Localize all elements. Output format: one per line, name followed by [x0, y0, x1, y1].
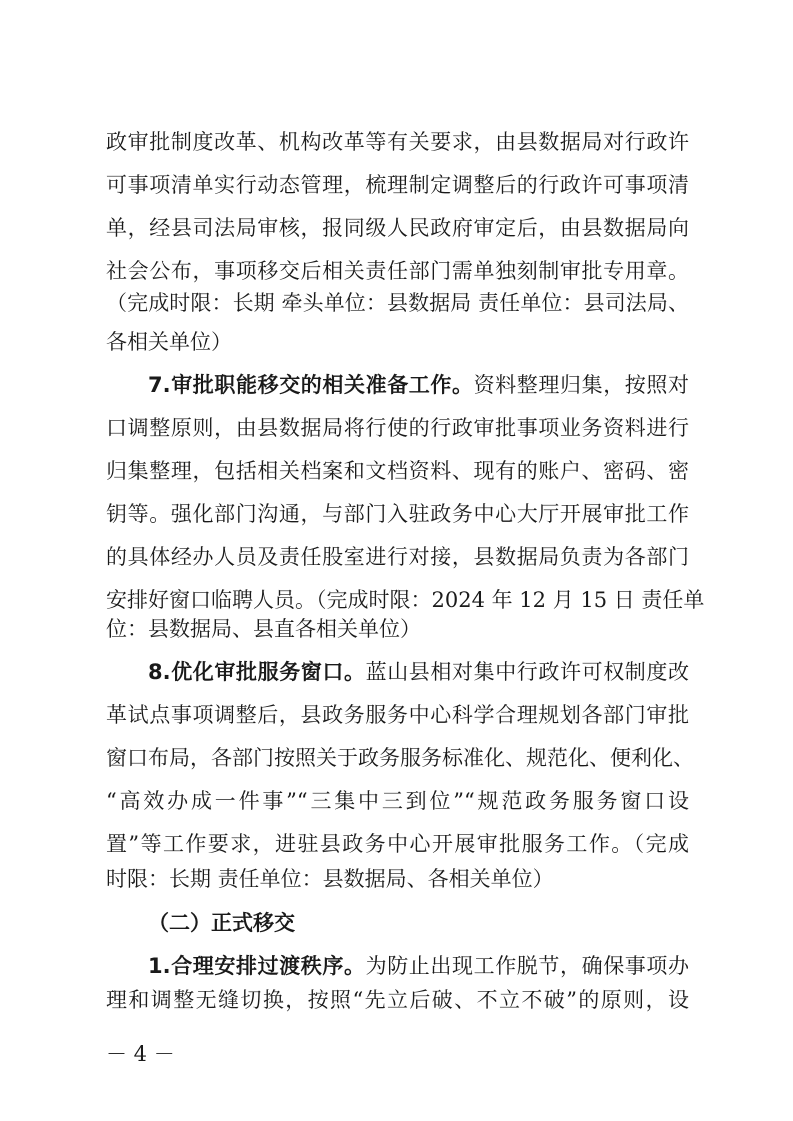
item-7-heading: 7.审批职能移交的相关准备工作。 — [148, 373, 474, 397]
body-line: 安排好窗口临聘人员。（完成时限：2024 年 12 月 15 日 责任单 — [106, 588, 705, 612]
item-7-first-line — [148, 365, 689, 405]
body-line: 政审批制度改革、机构改革等有关要求，由县数据局对行政许 — [106, 130, 689, 154]
body-line: 各相关单位） — [106, 330, 232, 354]
body-line: 理和调整无缝切换，按照“先立后破、不立不破”的原则，设 — [106, 988, 689, 1012]
body-line: 置”等工作要求，进驻县政务中心开展审批服务工作。（完成 — [106, 832, 689, 856]
item-8-first-line-text: 蓝山县相对集中行政许可权制度改 — [365, 660, 689, 684]
body-line: 钥等。强化部门沟通，与部门入驻政务中心大厅开展审批工作 — [106, 502, 689, 526]
item-1-heading: 1.合理安排过渡秩序。 — [148, 954, 366, 978]
item-8-first-line — [148, 652, 689, 692]
body-line: 窗口布局，各部门按照关于政务服务标准化、规范化、便利化、 — [106, 746, 694, 770]
body-line: 口调整原则，由县数据局将行使的行政审批事项业务资料进行 — [106, 416, 689, 440]
body-line: 时限：长期 责任单位：县数据局、各相关单位） — [106, 867, 554, 891]
body-line: 位：县数据局、县直各相关单位） — [106, 617, 421, 641]
section-heading: （二）正式移交 — [148, 911, 295, 935]
body-line: “高效办成一件事”“三集中三到位”“规范政务服务窗口设 — [106, 789, 689, 813]
body-line: （完成时限：长期 牵头单位：县数据局 责任单位：县司法局、 — [106, 291, 689, 315]
item-1-first-line-text: 为防止出现工作脱节，确保事项办 — [365, 954, 689, 978]
body-line: 归集整理，包括相关档案和文档资料、现有的账户、密码、密 — [106, 459, 689, 483]
body-line: 的具体经办人员及责任股室进行对接，县数据局负责为各部门 — [106, 545, 689, 569]
item-7-first-line-text: 资料整理归集，按照对 — [473, 373, 689, 397]
body-line: 社会公布，事项移交后相关责任部门需单独刻制审批专用章。 — [106, 259, 689, 283]
body-line: 革试点事项调整后，县政务服务中心科学合理规划各部门审批 — [106, 703, 689, 727]
item-8-heading: 8.优化审批服务窗口。 — [148, 660, 366, 684]
page-number: － 4 － — [106, 1042, 175, 1066]
body-line: 可事项清单实行动态管理，梳理制定调整后的行政许可事项清 — [106, 173, 689, 197]
body-line: 单，经县司法局审核，报同级人民政府审定后，由县数据局向 — [106, 216, 689, 240]
